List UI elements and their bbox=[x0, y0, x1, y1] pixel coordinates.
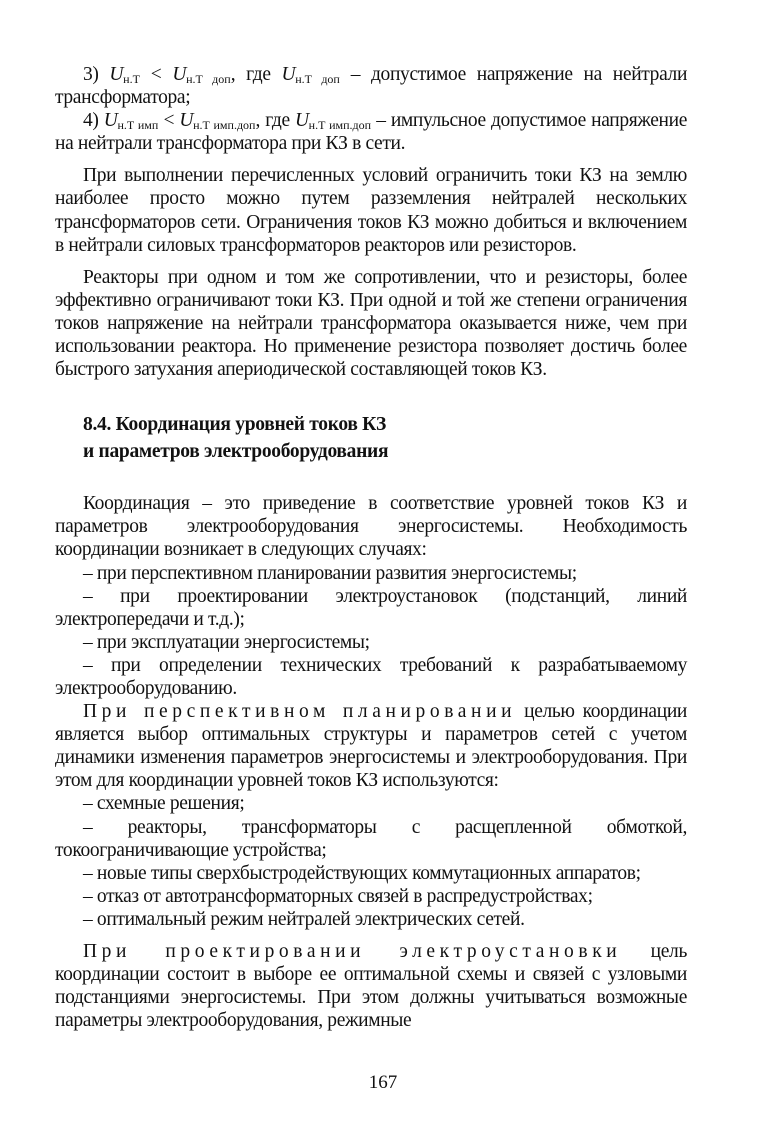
list-item: – оптимальный режим нейтралей электрических сетей. bbox=[83, 908, 525, 930]
paragraph: При проектировании электроустановки цель координации состоит в выборе ее оптимальной схемы и связей с узловыми подстанциями энергосистемы. При этом должны учитываться возможные параметры электрооборудования, режимные bbox=[55, 941, 687, 1032]
list-item: – новые типы сверхбыстродействующих коммутационных аппаратов; bbox=[83, 862, 641, 884]
list-item-3: 3) $U_{н.Т} < U_{н.Т доп}$, где $U_{н.Т доп}$ – допустимое напряжение на нейтрали трансформатора; bbox=[55, 64, 688, 109]
section-heading-line: 8.4. Координация уровней токов КЗ bbox=[83, 414, 387, 436]
list-item: – схемные решения; bbox=[83, 793, 245, 815]
section-heading-line: и параметров электрооборудования bbox=[83, 441, 389, 463]
list-item: – при определении технических требований к разрабатываемому электрооборудованию. bbox=[55, 654, 687, 699]
list-item: – реакторы, трансформаторы с расщепленной обмоткой, токоограничивающие устройства; bbox=[55, 816, 687, 861]
page-number: 167 bbox=[368, 1072, 398, 1093]
list-item: – при перспективном планировании развития энергосистемы; bbox=[83, 562, 577, 584]
section-heading bbox=[55, 411, 687, 465]
paragraph: При перспективном планировании целью координации является выбор оптимальных структуры и параметров сетей с учетом динамики изменения параметров энергосистемы и электрооборудования. При этом для координации уровней токов КЗ используются: bbox=[55, 701, 687, 792]
emphasized-phrase: При перспективном планировании bbox=[83, 701, 517, 723]
list-item-4: 4) $U_{н.Т имп} < U_{н.Т имп.доп}$, где $U_{н.Т имп.доп}$ – импульсное допустимое напряжение на нейтрали трансформатора при КЗ в сети. bbox=[55, 110, 687, 155]
paragraph: Координация – это приведение в соответствие уровней токов КЗ и параметров электрооборудования энергосистемы. Необходимость координации возникает в следующих случаях: bbox=[55, 493, 687, 561]
list-item: – отказ от автотрансформаторных связей в распредустройствах; bbox=[83, 885, 593, 907]
list-item: – при проектировании электроустановок (подстанций, линий электропередачи и т.д.); bbox=[55, 585, 687, 630]
emphasized-phrase: При проектировании электроустановки bbox=[83, 941, 622, 962]
list-item: – при эксплуатации энергосистемы; bbox=[83, 631, 370, 653]
paragraph: При выполнении перечисленных условий ограничить токи КЗ на землю наиболее просто можно путем разземления нейтралей нескольких трансформаторов сети. Ограничения токов КЗ можно добиться и включением в нейтрали силовых трансформаторов реакторов или резисторов. bbox=[55, 165, 687, 256]
page-body bbox=[55, 63, 687, 1032]
paragraph: Реакторы при одном и том же сопротивлении, что и резисторы, более эффективно ограничивают токи КЗ. При одной и той же степени ограничения токов напряжение на нейтрали трансформатора оказывается ниже, чем при использовании реактора. Но применение резистора позволяет достичь более быстрого затухания апериодической составляющей токов КЗ. bbox=[55, 266, 687, 381]
